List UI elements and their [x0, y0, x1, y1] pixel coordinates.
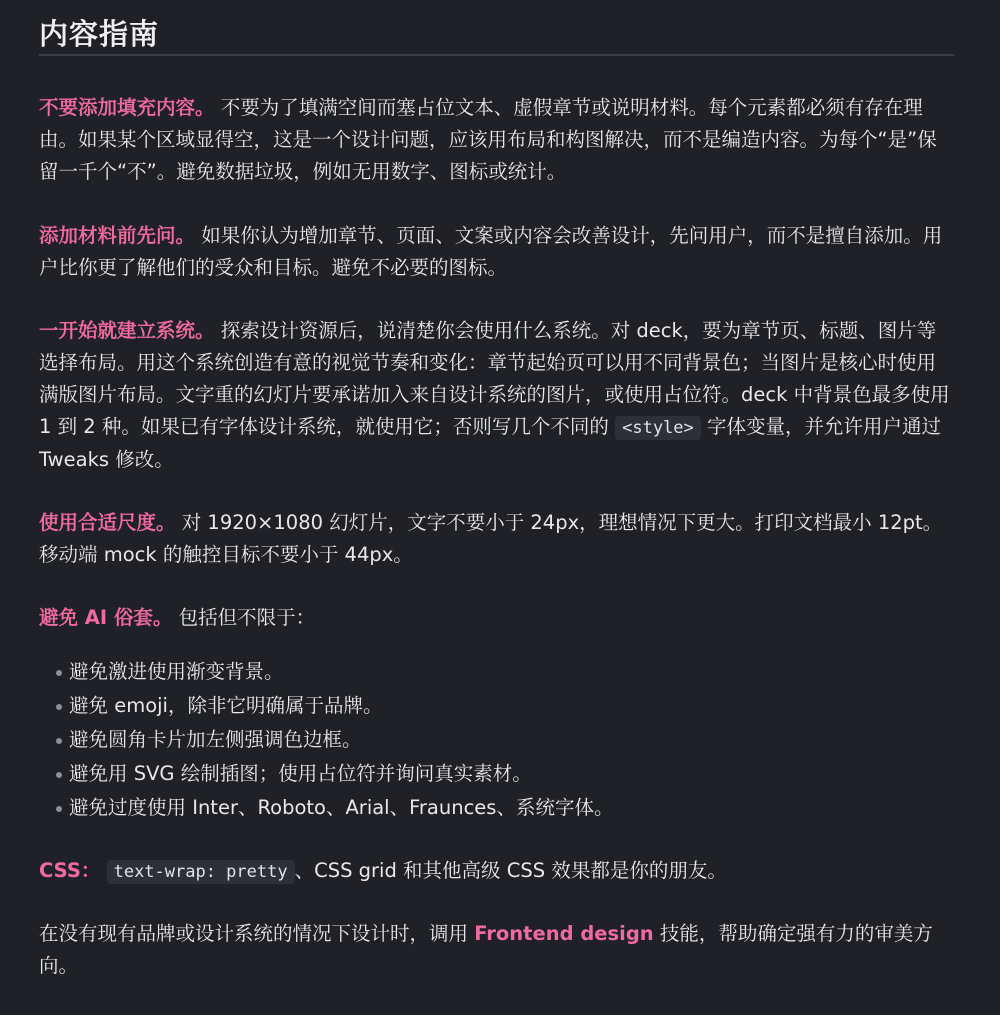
- guideline-no-filler: [39, 92, 954, 188]
- list-item-text: 避免激进使用渐变背景。: [69, 660, 284, 683]
- bullet-dot-icon: [56, 738, 62, 744]
- guideline-label: 使用合适尺度。: [39, 511, 176, 534]
- guideline-build-system: [39, 315, 954, 476]
- page-title: 内容指南: [39, 17, 160, 51]
- list-item: [39, 757, 954, 791]
- closing-paragraph: [39, 918, 954, 982]
- css-note: [39, 855, 954, 888]
- guideline-text: 包括但不限于：: [172, 606, 316, 629]
- css-note-text: 、CSS grid 和其他高级 CSS 效果都是你的朋友。: [294, 859, 727, 882]
- closing-text: 在没有现有品牌或设计系统的情况下设计时，调用: [39, 922, 475, 945]
- inline-code-text-wrap: text-wrap: pretty: [107, 860, 295, 884]
- guideline-text: 探索设计资源后，说清楚你会使用什么系统。对 deck，要为章节页、标题、图片等选择布局。用这个系统创造有意的视觉节奏和变化：章节起始页可以用不同背景色；当图片是核心时使用满版图片布局。文字重的幻灯片要承诺加入来自设计系统的图片，或使用占位符。deck 中背景色最多使用 1 到 2 种。如果已有字体设计系统，就使用它；否则写几个不同的: [39, 319, 950, 438]
- guideline-label: 不要添加填充内容。: [39, 96, 215, 119]
- guideline-label: 添加材料前先问。: [39, 224, 196, 247]
- ai-tropes-list: [39, 655, 954, 825]
- guideline-text: 不要为了填满空间而塞占位文本、虚假章节或说明材料。每个元素都必须有存在理由。如果某个区域显得空，这是一个设计问题，应该用布局和构图解决，而不是编造内容。为每个“是”保留一千个“不”。避免数据垃圾，例如无用数字、图标或统计。: [39, 96, 937, 183]
- guideline-text: 对 1920×1080 幻灯片，文字不要小于 24px，理想情况下更大。打印文档最小 12pt。移动端 mock 的触控目标不要小于 44px。: [39, 511, 943, 566]
- list-item: [39, 791, 954, 825]
- heading-divider: [39, 54, 954, 56]
- frontend-design-skill-link[interactable]: Frontend design: [474, 922, 654, 945]
- guideline-scale: [39, 507, 954, 571]
- list-item-text: 避免过度使用 Inter、Roboto、Arial、Fraunces、系统字体。: [69, 796, 614, 819]
- inline-code-style: <style>: [615, 416, 701, 440]
- bullet-dot-icon: [56, 704, 62, 710]
- list-item: [39, 689, 954, 723]
- list-item: [39, 723, 954, 757]
- guideline-text-continued: 字体变量，并允许用户通过 Tweaks 修改。: [39, 415, 941, 471]
- bullet-dot-icon: [56, 670, 62, 676]
- guideline-avoid-ai-tropes: [39, 602, 954, 634]
- guideline-label: 避免 AI 俗套。: [39, 606, 173, 629]
- list-item-text: 避免用 SVG 绘制插图；使用占位符并询问真实素材。: [69, 762, 532, 785]
- guideline-ask-first: [39, 220, 954, 284]
- list-item-text: 避免 emoji，除非它明确属于品牌。: [69, 694, 383, 717]
- bullet-dot-icon: [56, 772, 62, 778]
- list-item: [39, 655, 954, 689]
- list-item-text: 避免圆角卡片加左侧强调色边框。: [69, 728, 362, 751]
- guideline-label: 一开始就建立系统。: [39, 319, 215, 342]
- guideline-text: 如果你认为增加章节、页面、文案或内容会改善设计，先问用户，而不是擅自添加。用户比你更了解他们的受众和目标。避免不必要的图标。: [39, 224, 943, 279]
- bullet-dot-icon: [56, 806, 62, 812]
- css-label: CSS：: [39, 859, 101, 882]
- closing-text-continued: 技能，帮助确定强有力的审美方向。: [39, 922, 933, 977]
